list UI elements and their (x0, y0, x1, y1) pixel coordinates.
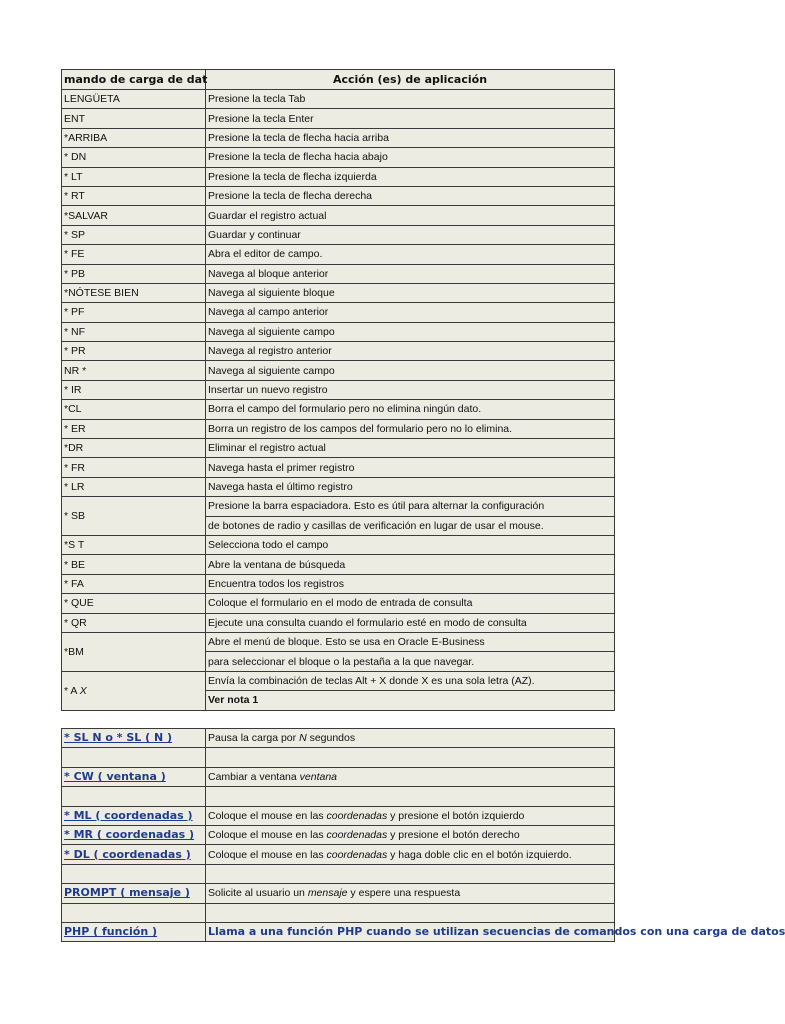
action-cell: Abra el editor de campo. (206, 245, 615, 264)
command-cell: * PR (62, 342, 206, 361)
command-cell: *SALVAR (62, 206, 206, 225)
action-cell: Selecciona todo el campo (206, 535, 615, 554)
action-ml: Coloque el mouse en las coordenadas y presione el botón izquierdo (206, 806, 615, 825)
table-row (62, 380, 615, 399)
action-cell-line2: de botones de radio y casillas de verificación en lugar de usar el mouse. (206, 516, 615, 535)
table-row (62, 264, 615, 283)
command-cell: * BE (62, 555, 206, 574)
table-row (62, 439, 615, 458)
action-cell: Navega al registro anterior (206, 342, 615, 361)
table-row (62, 884, 615, 903)
command-php[interactable]: PHP ( función ) (62, 922, 206, 941)
action-cell: Eliminar el registro actual (206, 439, 615, 458)
command-cell: * ER (62, 419, 206, 438)
empty-row (62, 864, 615, 883)
action-prompt: Solicite al usuario un mensaje y espere una respuesta (206, 884, 615, 903)
table-row (62, 767, 615, 786)
table-row (62, 148, 615, 167)
action-mr: Coloque el mouse en las coordenadas y presione el botón derecho (206, 825, 615, 844)
command-dl[interactable]: * DL ( coordenadas ) (62, 845, 206, 864)
command-cell: *DR (62, 439, 206, 458)
table-row (62, 128, 615, 147)
action-cell: Abre la ventana de búsqueda (206, 555, 615, 574)
table-row (62, 555, 615, 574)
action-php[interactable]: Llama a una función PHP cuando se utilizan secuencias de comandos con una carga de datos (206, 922, 615, 941)
table-row (62, 845, 615, 864)
header-row (62, 70, 615, 90)
table-row (62, 361, 615, 380)
table-row (62, 671, 615, 690)
table-row (62, 167, 615, 186)
command-cell: * QUE (62, 594, 206, 613)
action-cell: Presione la tecla de flecha hacia abajo (206, 148, 615, 167)
command-cell: LENGÜETA (62, 90, 206, 109)
action-cell: Presione la tecla de flecha izquierda (206, 167, 615, 186)
table-row (62, 594, 615, 613)
command-sl[interactable]: * SL N o * SL ( N ) (62, 729, 206, 748)
table-row (62, 825, 615, 844)
table-row (62, 206, 615, 225)
command-cell: * SP (62, 225, 206, 244)
action-cell: Ejecute una consulta cuando el formulario esté en modo de consulta (206, 613, 615, 632)
action-cell: Navega al campo anterior (206, 303, 615, 322)
action-cell: Presione la tecla de flecha derecha (206, 186, 615, 205)
action-cell: Navega al bloque anterior (206, 264, 615, 283)
command-cell: * FE (62, 245, 206, 264)
table-row (62, 342, 615, 361)
command-cell: * FR (62, 458, 206, 477)
action-dl: Coloque el mouse en las coordenadas y haga doble clic en el botón izquierdo. (206, 845, 615, 864)
command-cell: * PF (62, 303, 206, 322)
action-cell-line1: Abre el menú de bloque. Esto se usa en Oracle E-Business (206, 632, 615, 651)
command-cell: *NÓTESE BIEN (62, 283, 206, 302)
action-cell-line1: Envía la combinación de teclas Alt + X donde X es una sola letra (AZ). (206, 671, 615, 690)
command-cell: * LR (62, 477, 206, 496)
action-cell: Borra un registro de los campos del formulario pero no lo elimina. (206, 419, 615, 438)
command-cell: * PB (62, 264, 206, 283)
command-cell: * DN (62, 148, 206, 167)
table-row (62, 283, 615, 302)
action-cell: Guardar el registro actual (206, 206, 615, 225)
command-cell: * LT (62, 167, 206, 186)
command-cell: * NF (62, 322, 206, 341)
command-cell: *BM (62, 632, 206, 671)
table-row (62, 419, 615, 438)
action-cell: Guardar y continuar (206, 225, 615, 244)
action-sl: Pausa la carga por N segundos (206, 729, 615, 748)
action-cell: Navega al siguiente campo (206, 322, 615, 341)
command-table (61, 69, 615, 711)
table-row (62, 613, 615, 632)
action-cw: Cambiar a ventana ventana (206, 767, 615, 786)
empty-row (62, 787, 615, 806)
command-cw[interactable]: * CW ( ventana ) (62, 767, 206, 786)
extended-command-table (61, 728, 785, 942)
table-row (62, 806, 615, 825)
action-cell-line2: para seleccionar el bloque o la pestaña a la que navegar. (206, 652, 615, 671)
action-cell: Coloque el formulario en el modo de entrada de consulta (206, 594, 615, 613)
command-cell: * RT (62, 186, 206, 205)
action-cell: Presione la tecla Enter (206, 109, 615, 128)
command-prompt[interactable]: PROMPT ( mensaje ) (62, 884, 206, 903)
header-action: Acción (es) de aplicación (206, 70, 615, 90)
action-cell: Borra el campo del formulario pero no elimina ningún dato. (206, 400, 615, 419)
command-cell: * IR (62, 380, 206, 399)
command-cell: * FA (62, 574, 206, 593)
table-row (62, 535, 615, 554)
action-cell: Navega al siguiente bloque (206, 283, 615, 302)
command-ml[interactable]: * ML ( coordenadas ) (62, 806, 206, 825)
table-row (62, 186, 615, 205)
action-cell: Presione la tecla Tab (206, 90, 615, 109)
action-cell-line1: Presione la barra espaciadora. Esto es útil para alternar la configuración (206, 497, 615, 516)
command-cell: * QR (62, 613, 206, 632)
command-cell: ENT (62, 109, 206, 128)
table-row (62, 225, 615, 244)
command-cell: * SB (62, 497, 206, 536)
table-row (62, 632, 615, 651)
command-cell: * A X (62, 671, 206, 710)
table-row (62, 497, 615, 516)
action-cell: Encuentra todos los registros (206, 574, 615, 593)
command-cell: *S T (62, 535, 206, 554)
action-cell: Insertar un nuevo registro (206, 380, 615, 399)
table-row (62, 922, 615, 941)
action-cell-line2: Ver nota 1 (206, 691, 615, 710)
table-row (62, 322, 615, 341)
table-row (62, 90, 615, 109)
command-cell: *CL (62, 400, 206, 419)
table-row (62, 458, 615, 477)
header-command: mando de carga de dat (62, 70, 206, 90)
table-row (62, 245, 615, 264)
action-cell: Navega al siguiente campo (206, 361, 615, 380)
table-row (62, 477, 615, 496)
table-row (62, 400, 615, 419)
action-cell: Presione la tecla de flecha hacia arriba (206, 128, 615, 147)
empty-row (62, 748, 615, 767)
action-cell: Navega hasta el último registro (206, 477, 615, 496)
table-row (62, 303, 615, 322)
table-row (62, 574, 615, 593)
table-row (62, 729, 615, 748)
command-cell: *ARRIBA (62, 128, 206, 147)
command-mr[interactable]: * MR ( coordenadas ) (62, 825, 206, 844)
table-row (62, 109, 615, 128)
command-cell: NR * (62, 361, 206, 380)
empty-row (62, 903, 615, 922)
action-cell: Navega hasta el primer registro (206, 458, 615, 477)
